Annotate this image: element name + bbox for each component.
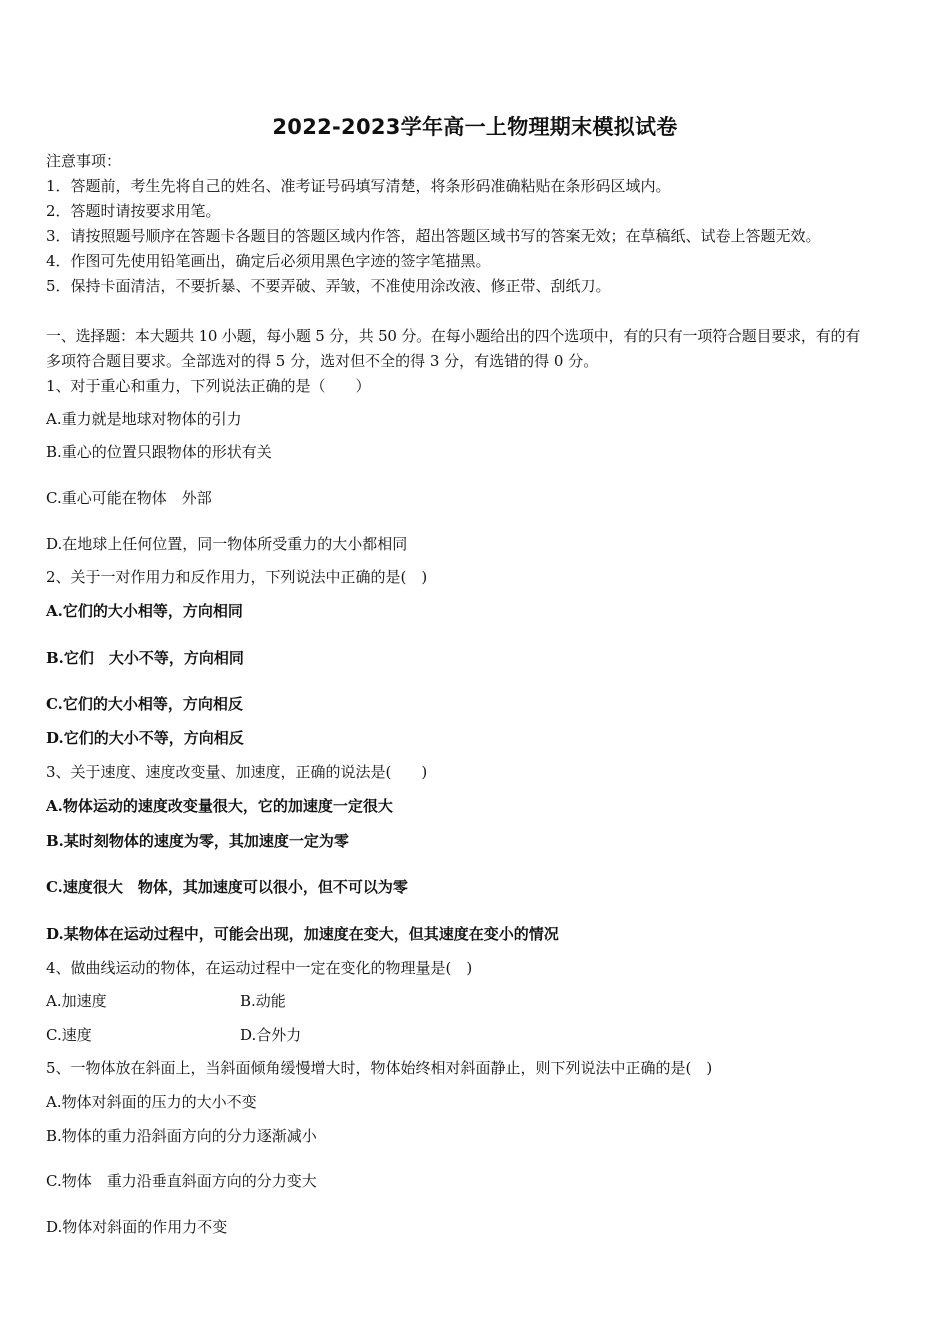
question-4-option-d: D.合外力 [240, 1026, 302, 1044]
question-4-option-c: C.速度 [46, 1026, 92, 1044]
section-intro-line-2: 多项符合题目要求。全部选对的得 5 分，选对但不全的得 3 分，有选错的得 0 分。 [46, 352, 599, 370]
question-4-stem: 4、做曲线运动的物体，在运动过程中一定在变化的物理量是( ) [46, 959, 473, 977]
question-5-option-b: B.物体的重力沿斜面方向的分力逐渐减小 [46, 1127, 317, 1145]
question-4-option-a: A.加速度 [46, 992, 107, 1010]
question-2-option-a: A.它们的大小相等，方向相同 [46, 602, 243, 620]
question-3-option-d: D.某物体在运动过程中，可能会出现，加速度在变大，但其速度在变小的情况 [46, 925, 559, 943]
notice-item-4: 4．作图可先使用铅笔画出，确定后必须用黑色字迹的签字笔描黑。 [46, 252, 491, 270]
question-2-stem: 2、关于一对作用力和反作用力，下列说法中正确的是( ) [46, 568, 428, 586]
question-5-option-d: D.物体对斜面的作用力不变 [46, 1218, 228, 1236]
notice-item-2: 2．答题时请按要求用笔。 [46, 202, 221, 220]
question-1-option-b: B.重心的位置只跟物体的形状有关 [46, 443, 272, 461]
notice-heading: 注意事项： [46, 152, 122, 170]
question-3-stem: 3、关于速度、速度改变量、加速度，正确的说法是( ) [46, 763, 428, 781]
section-intro-line-1: 一、选择题：本大题共 10 小题，每小题 5 分，共 50 分。在每小题给出的四个选项中，有的只有一项符合题目要求，有的有 [46, 327, 861, 345]
question-5-option-c: C.物体 重力沿垂直斜面方向的分力变大 [46, 1172, 317, 1190]
question-3-option-a: A.物体运动的速度改变量很大，它的加速度一定很大 [46, 797, 393, 815]
question-1-stem: 1、对于重心和重力，下列说法正确的是（ ） [46, 377, 371, 395]
question-2-option-b: B.它们 大小不等，方向相同 [46, 649, 244, 667]
question-1-option-d: D.在地球上任何位置，同一物体所受重力的大小都相同 [46, 535, 408, 553]
question-1-option-a: A.重力就是地球对物体的引力 [46, 410, 242, 428]
question-3-option-c: C.速度很大 物体，其加速度可以很小，但不可以为零 [46, 878, 408, 896]
question-5-option-a: A.物体对斜面的压力的大小不变 [46, 1093, 257, 1111]
question-1-option-c: C.重心可能在物体 外部 [46, 489, 212, 507]
notice-item-3: 3．请按照题号顺序在答题卡各题目的答题区域内作答，超出答题区域书写的答案无效；在草稿纸、试卷上答题无效。 [46, 227, 821, 245]
question-5-stem: 5、一物体放在斜面上，当斜面倾角缓慢增大时，物体始终相对斜面静止，则下列说法中正确的是( ) [46, 1059, 713, 1077]
notice-item-5: 5．保持卡面清洁，不要折暴、不要弄破、弄皱，不准使用涂改液、修正带、刮纸刀。 [46, 277, 611, 295]
notice-item-1: 1．答题前，考生先将自己的姓名、准考证号码填写清楚，将条形码准确粘贴在条形码区域内。 [46, 177, 671, 195]
question-3-option-b: B.某时刻物体的速度为零，其加速度一定为零 [46, 832, 349, 850]
page-title: 2022-2023学年高一上物理期末模拟试卷 [272, 115, 678, 139]
question-4-option-b: B.动能 [240, 992, 286, 1010]
question-2-option-c: C.它们的大小相等，方向相反 [46, 695, 243, 713]
question-2-option-d: D.它们的大小不等，方向相反 [46, 729, 244, 747]
